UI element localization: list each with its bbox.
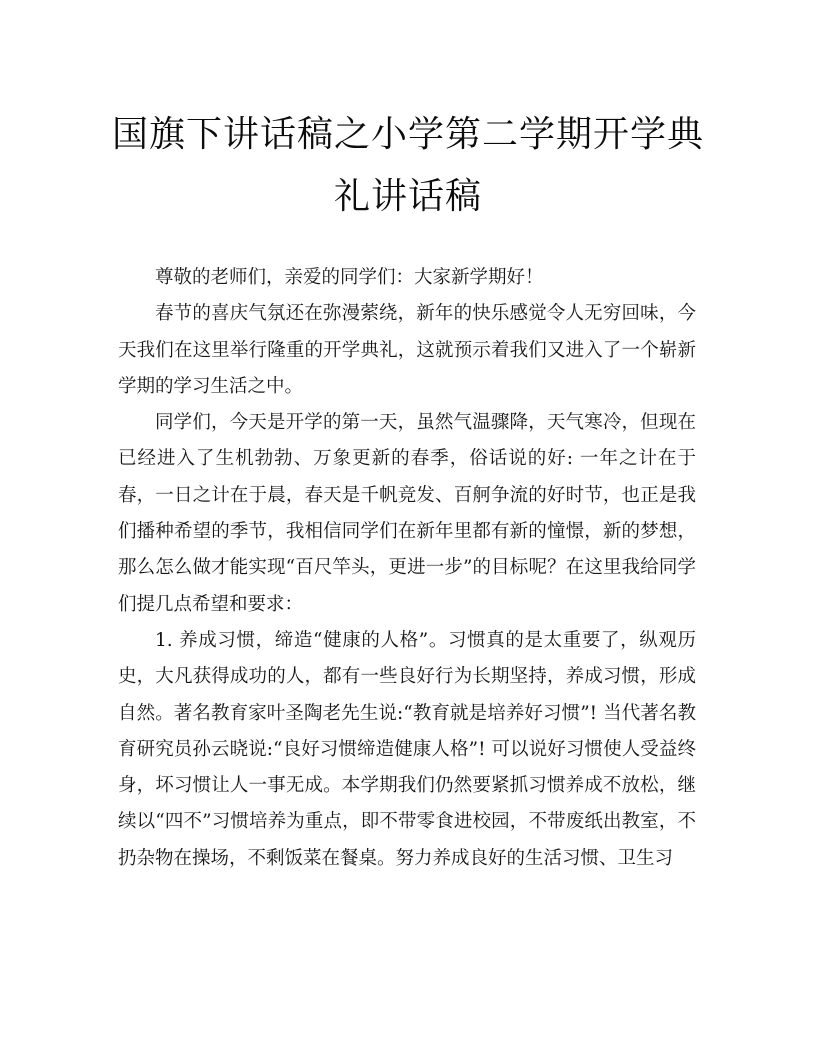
- paragraph-first-day: 同学们，今天是开学的第一天，虽然气温骤降，天气寒冷，但现在已经进入了生机勃勃、万象更新的春季，俗话说的好: 一年之计在于春，一日之计在于晨，春天是千帆竞发、百舸争流的好时节，也正是我们播种希望的季节，我相信同学们在新年里都有新的憧憬，新的梦想，那么怎么做才能实现“百尺竿头，更进一步”的目标呢？在这里我给同学们提几点希望和要求：: [118, 412, 696, 615]
- paragraph-spring-festival: 春节的喜庆气氛还在弥漫萦绕，新年的快乐感觉令人无穷回味，今天我们在这里举行隆重的开学典礼，这就预示着我们又进入了一个崭新学期的学习生活之中。: [118, 303, 696, 397]
- paragraph-habits: 1. 养成习惯，缔造“健康的人格”。习惯真的是太重要了，纵观历史，大凡获得成功的人，都有一些良好行为长期坚持，养成习惯，形成自然。著名教育家叶圣陶老先生说:“教育就是培养好习惯”! 当代著名教育研究员孙云晓说:“良好习惯缔造健康人格”! 可以说好习惯使人受益终身，坏习惯让人一事无成。本学期我们仍然要紧抓习惯养成不放松，继续以“四不”习惯培养为重点，即不带零食进校园，不带废纸出教室，不扔杂物在操场，不剩饭菜在餐桌。努力养成良好的生活习惯、卫生习: [118, 629, 696, 869]
- document-title: 国旗下讲话稿之小学第二学期开学典礼讲话稿: [111, 114, 704, 217]
- paragraph-greeting: 尊敬的老师们，亲爱的同学们：大家新学期好！: [155, 267, 544, 288]
- document-body: [118, 260, 696, 877]
